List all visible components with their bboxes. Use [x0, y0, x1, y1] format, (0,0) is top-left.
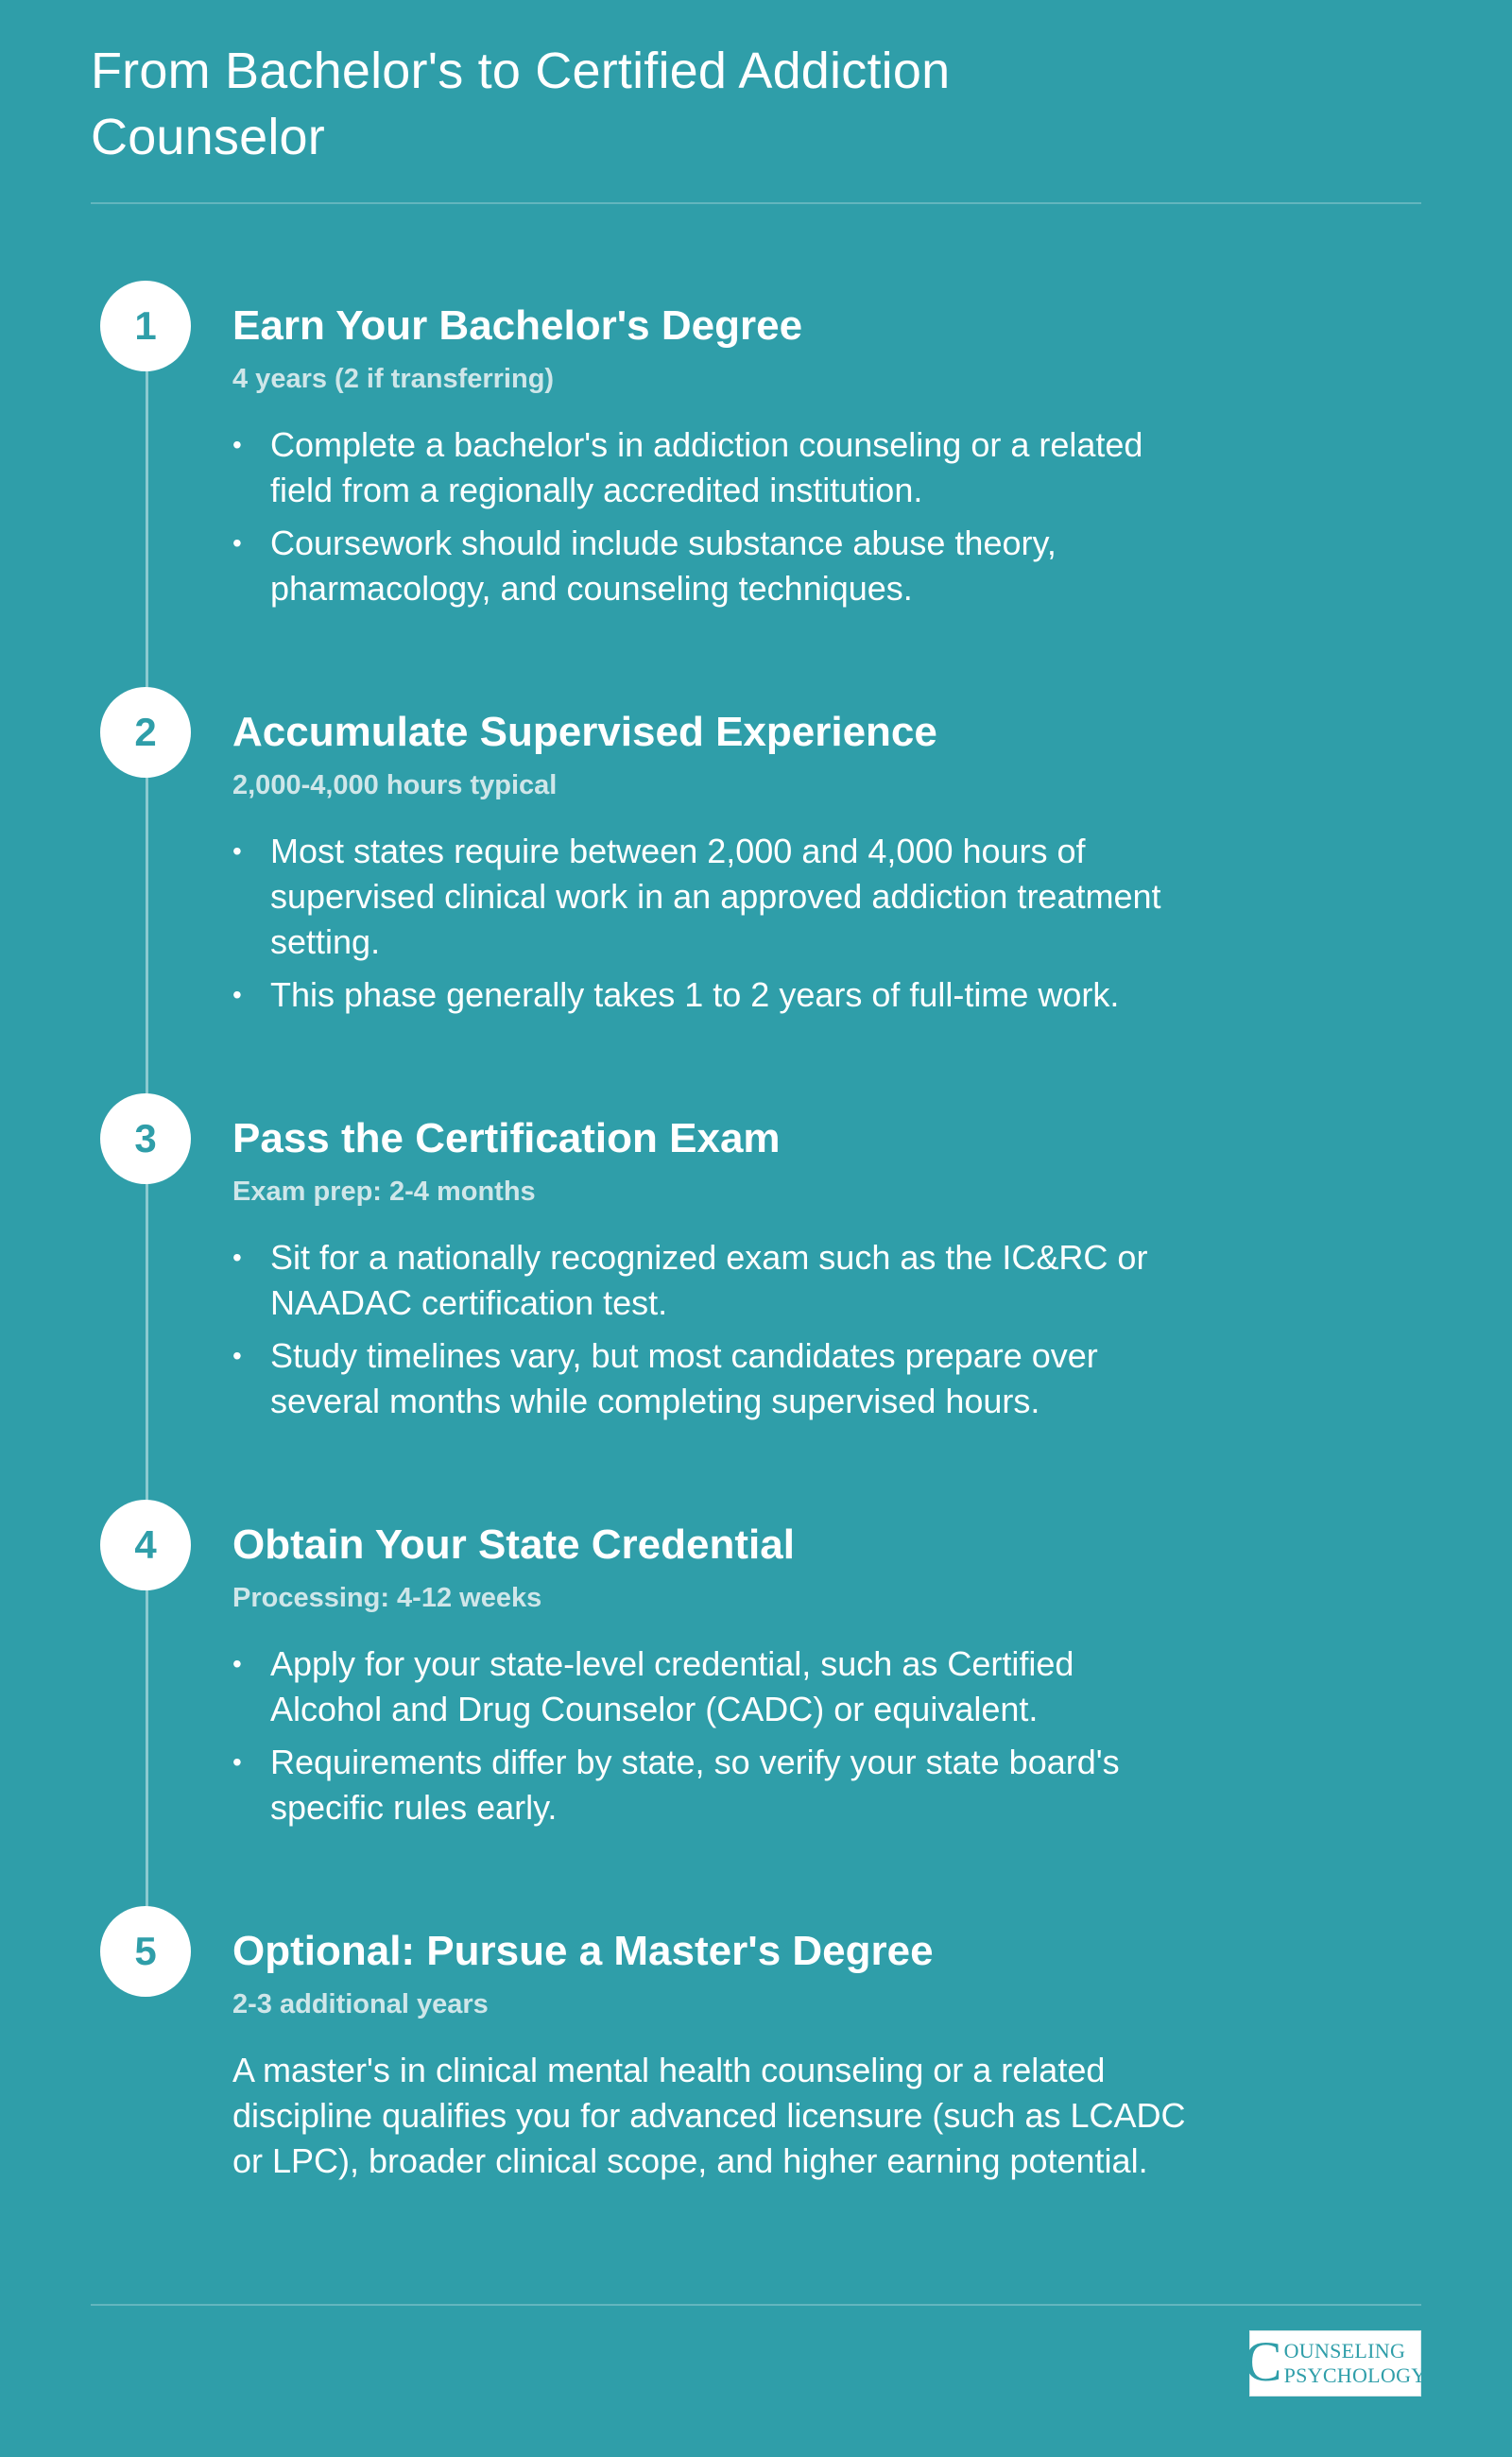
counseling-psychology-logo: [1244, 2330, 1427, 2397]
header-divider: [91, 202, 1421, 204]
step-number-badge: 5: [100, 1906, 191, 1997]
step-bullet: • Requirements differ by state, so verify your state board's specific rules early.: [232, 1740, 1177, 1830]
step-bullet-list: [232, 1641, 1177, 1838]
step-title: Optional: Pursue a Master's Degree: [232, 1928, 934, 1974]
logo-line-2: PSYCHOLOGY: [1283, 2363, 1427, 2387]
step-title: Obtain Your State Credential: [232, 1521, 795, 1568]
step-bullet-list: [232, 1235, 1177, 1432]
step-duration: Exam prep: 2-4 months: [232, 1177, 536, 1207]
logo-wordmark: [1284, 2339, 1427, 2388]
step-bullet: • Apply for your state-level credential, such as Certified Alcohol and Drug Counselor (CADC) or equivalent.: [232, 1641, 1177, 1732]
step-title: Accumulate Supervised Experience: [232, 709, 937, 755]
step-bullet: • Coursework should include substance abuse theory, pharmacology, and counseling techniques.: [232, 521, 1177, 611]
step-description: A master's in clinical mental health counseling or a related discipline qualifies you for advanced licensure (such as LCADC or LPC), broader clinical scope, and higher earning potential.: [232, 2051, 1186, 2180]
step-bullet-list: [232, 422, 1177, 619]
step-number-badge: 2: [100, 687, 191, 778]
step-number-badge: 3: [100, 1093, 191, 1184]
step-duration: 2-3 additional years: [232, 1989, 489, 2019]
step-title: Pass the Certification Exam: [232, 1115, 781, 1161]
step-bullet: • This phase generally takes 1 to 2 years of full-time work.: [232, 972, 1177, 1018]
step-duration: 4 years (2 if transferring): [232, 364, 555, 394]
step-number-badge: 4: [100, 1500, 191, 1590]
step-duration: Processing: 4-12 weeks: [232, 1583, 542, 1613]
step-bullet: • Study timelines vary, but most candidates prepare over several months while completing supervised hours.: [232, 1333, 1177, 1424]
step-bullet: • Sit for a nationally recognized exam such as the IC&RC or NAADAC certification test.: [232, 1235, 1177, 1326]
step-title: Earn Your Bachelor's Degree: [232, 302, 803, 349]
logo-line-1: OUNSELING: [1283, 2339, 1406, 2362]
step-number-badge: 1: [100, 281, 191, 371]
step-bullet: • Most states require between 2,000 and 4,000 hours of supervised clinical work in an approved addiction treatment setting.: [232, 829, 1177, 965]
step-duration: 2,000-4,000 hours typical: [232, 770, 558, 800]
page-title: From Bachelor's to Certified Addiction Counselor: [91, 43, 951, 165]
step-bullet: • Complete a bachelor's in addiction counseling or a related field from a regionally accredited institution.: [232, 422, 1177, 513]
logo-initial: C: [1244, 2330, 1282, 2393]
step-bullet-list: [232, 829, 1177, 1025]
footer-divider: [91, 2304, 1421, 2306]
